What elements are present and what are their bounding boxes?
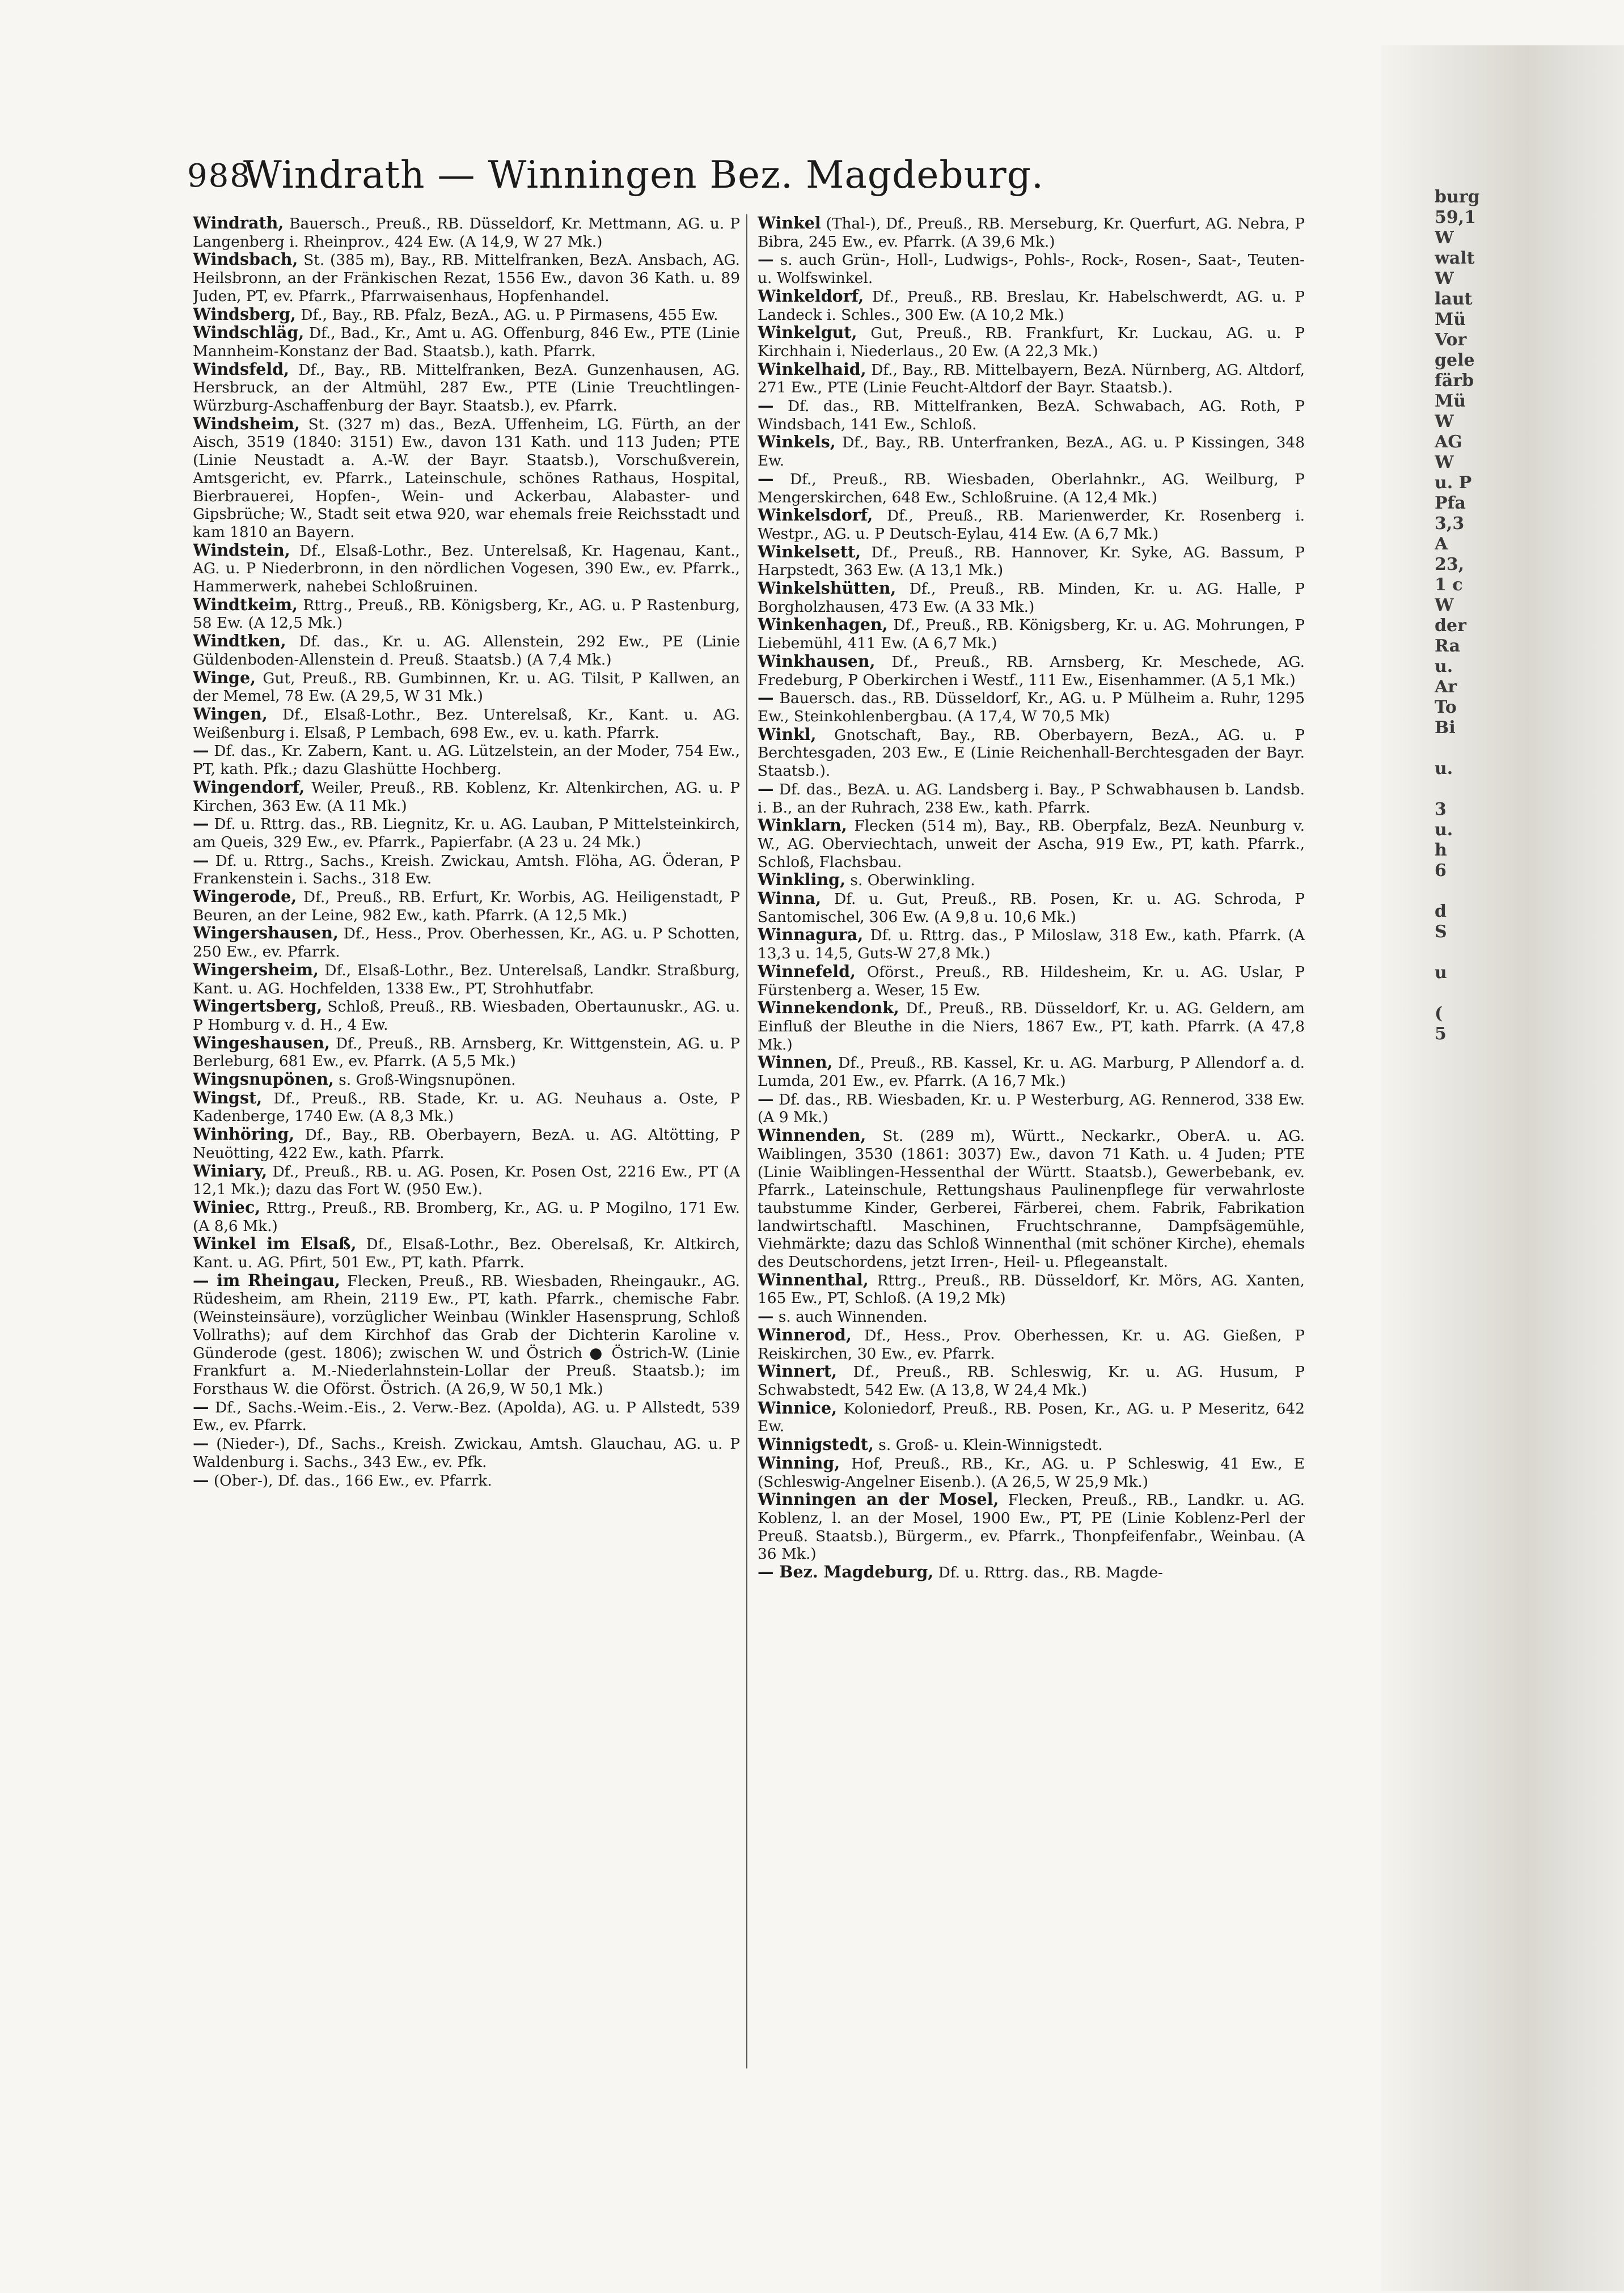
gazetteer-entry — [758, 1308, 1305, 1326]
entry-text: Gut, Preuß., RB. Gumbinnen, Kr. u. AG. Tilsit, P Kallwen, an der Memel, 78 Ew. (A 29,5, W 31 Mk.) — [193, 669, 740, 705]
entry-text: Df., Hess., Prov. Oberhessen, Kr. u. AG. Gießen, P Reiskirchen, 30 Ew., ev. Pfarrk. — [758, 1326, 1305, 1363]
gazetteer-entry — [193, 596, 740, 632]
entry-headword: Winiec, — [193, 1197, 261, 1217]
entry-headword: — — [193, 741, 209, 760]
margin-fragment: 5 — [1435, 1024, 1447, 1044]
entry-headword: Wingst, — [193, 1088, 263, 1107]
entry-headword: — im Rheingau, — [193, 1270, 341, 1290]
entry-text: Gut, Preuß., RB. Frankfurt, Kr. Luckau, AG. u. P Kirchhain i. Niederlaus., 20 Ew. (A 22,3 Mk.) — [758, 324, 1305, 360]
margin-fragment: u. — [1435, 820, 1453, 840]
entry-text: Bauersch. das., RB. Düsseldorf, Kr., AG. u. P Mülheim a. Ruhr, 1295 Ew., Steinkohlenbergbau. (A 17,4, W 70,5 Mk) — [758, 689, 1305, 725]
gazetteer-entry — [193, 415, 740, 541]
entry-text: Df. das., BezA. u. AG. Landsberg i. Bay., P Schwabhausen b. Landsb. i. B., an der Ruhrach, 238 Ew., kath. Pfarrk. — [758, 780, 1305, 816]
entry-headword: — — [758, 249, 774, 269]
entry-text: Koloniedorf, Preuß., RB. Posen, Kr., AG. u. P Meseritz, 642 Ew. — [758, 1399, 1305, 1436]
gazetteer-entry — [758, 926, 1305, 962]
entry-headword: Winkel im Elsaß, — [193, 1234, 357, 1254]
gazetteer-entry — [758, 470, 1305, 506]
margin-fragment: 59,1 — [1435, 208, 1477, 227]
entry-text: s. Groß- u. Klein-Winnigstedt. — [873, 1436, 1103, 1454]
entry-text: Df., Hess., Prov. Oberhessen, Kr., AG. u. P Schotten, 250 Ew., ev. Pfarrk. — [193, 925, 740, 961]
entry-headword: Winkenhagen, — [758, 615, 888, 634]
gazetteer-entry — [758, 689, 1305, 725]
gazetteer-entry — [758, 890, 1305, 926]
entry-text: Df. u. Rttrg. das., RB. Magde- — [933, 1564, 1163, 1582]
margin-fragment: Ar — [1435, 677, 1457, 697]
entry-text: Df., Sachs.-Weim.-Eis., 2. Verw.-Bez. (Apolda), AG. u. P Allstedt, 539 Ew., ev. Pfarrk. — [193, 1398, 740, 1435]
entry-text: Df., Preuß., RB. Stade, Kr. u. AG. Neuhaus a. Oste, P Kadenberge, 1740 Ew. (A 8,3 Mk.) — [193, 1089, 740, 1126]
margin-fragment: u. — [1435, 657, 1453, 676]
gazetteer-entry — [758, 816, 1305, 871]
gazetteer-entry — [193, 541, 740, 596]
entry-headword: Winnagura, — [758, 925, 864, 945]
gazetteer-entry — [193, 1034, 740, 1071]
margin-fragment: burg — [1435, 187, 1480, 207]
entry-text: s. Oberwinkling. — [845, 871, 975, 890]
entry-text: Df., Preuß., RB. Arnsberg, Kr. Wittgenstein, AG. u. P Berleburg, 681 Ew., ev. Pfarrk. (A 5,5 Mk.) — [193, 1034, 740, 1071]
adjacent-page-fragments — [1435, 187, 1582, 1044]
margin-fragment: h — [1435, 840, 1447, 860]
entry-text: Df. u. Rttrg. das., P Miloslaw, 318 Ew., kath. Pfarrk. (A 13,3 u. 14,5, Guts-W 27,8 Mk.) — [758, 926, 1305, 963]
margin-fragment — [1435, 942, 1582, 963]
entry-headword: Windrath, — [193, 214, 284, 232]
margin-fragment: W — [1435, 452, 1454, 472]
gazetteer-entry — [758, 397, 1305, 433]
gazetteer-entry — [758, 506, 1305, 543]
gazetteer-entry — [193, 214, 740, 251]
gazetteer-entry — [193, 779, 740, 815]
entry-text: Df., Preuß., RB. Erfurt, Kr. Worbis, AG. Heiligenstadt, P Beuren, an der Leine, 982 Ew., kath. Pfarrk. (A 12,5 Mk.) — [193, 889, 740, 924]
gazetteer-entry — [193, 1435, 740, 1471]
entry-headword: — — [758, 779, 774, 798]
entry-headword: Winnekendonk, — [758, 998, 899, 1018]
entry-text: Df., Bay., RB. Unterfranken, BezA., AG. u. P Kissingen, 348 Ew. — [758, 434, 1305, 470]
entry-text: Df., Preuß., RB. Kassel, Kr. u. AG. Marburg, P Allendorf a. d. Lumda, 201 Ew., ev. Pfarrk. (A 16,7 Mk.) — [758, 1054, 1305, 1090]
gazetteer-entry — [758, 1563, 1305, 1582]
margin-fragment: 1 c — [1435, 575, 1463, 595]
gazetteer-entry — [758, 963, 1305, 999]
gazetteer-entry — [758, 1454, 1305, 1491]
entry-headword: Winkeldorf, — [758, 286, 864, 306]
entry-headword: Winkelsdorf, — [758, 505, 873, 525]
gazetteer-entry — [758, 1436, 1305, 1454]
entry-text: Flecken, Preuß., RB. Wiesbaden, Rheingaukr., AG. Rüdesheim, am Rhein, 2119 Ew., PT, kath. Pfarrk., chemische Fabr. (Weinsteinsäure), vorzüglicher Weinbau (Winkler Hasensprung, Schloß Vollraths); auf dem Kirchhof das Grab der Dichterin Karoline v. Günderode (gest. 1806); zwischen W. und Östrich ● Östrich-W. (Linie Frankfurt a. M.-Niederlahnstein-Lollar der Preuß. Staatsb.); im Forsthaus W. die Oförst. Östrich. (A 26,9, W 50,1 Mk.) — [193, 1272, 740, 1398]
entry-headword: Winklarn, — [758, 815, 847, 835]
entry-headword: Windstein, — [193, 540, 290, 560]
entry-headword: Winningen an der Mosel, — [758, 1490, 999, 1509]
gazetteer-entry — [758, 324, 1305, 360]
gazetteer-entry — [758, 543, 1305, 579]
gazetteer-entry — [193, 361, 740, 415]
margin-fragment: W — [1435, 269, 1454, 289]
gazetteer-entry — [758, 1363, 1305, 1399]
gazetteer-entry — [758, 653, 1305, 689]
entry-headword: — — [758, 396, 774, 416]
entry-headword: Windsheim, — [193, 413, 300, 433]
margin-fragment: W — [1435, 228, 1454, 248]
entry-text: Schloß, Preuß., RB. Wiesbaden, Obertaunuskr., AG. u. P Homburg v. d. H., 4 Ew. — [193, 998, 740, 1034]
gazetteer-entry — [758, 251, 1305, 287]
gazetteer-entry — [758, 433, 1305, 469]
margin-fragment: u. — [1435, 759, 1453, 779]
entry-text: Df., Bay., RB. Mittelbayern, BezA. Nürnberg, AG. Altdorf, 271 Ew., PTE (Linie Feucht-Altdorf der Bayr. Staatsb.). — [758, 361, 1305, 397]
entry-headword: Winkelhaid, — [758, 359, 866, 379]
gazetteer-entry — [193, 1471, 740, 1490]
entry-headword: Winkels, — [758, 432, 836, 452]
gazetteer-entry — [758, 1326, 1305, 1363]
gazetteer-entry — [758, 287, 1305, 324]
column-divider — [746, 214, 747, 2068]
margin-fragment: W — [1435, 412, 1454, 431]
margin-fragment — [1435, 779, 1582, 799]
margin-fragment: To — [1435, 697, 1457, 717]
entry-headword: Winnenden, — [758, 1126, 866, 1145]
gazetteer-entry — [193, 705, 740, 742]
margin-fragment: AG — [1435, 432, 1462, 452]
entry-text: Df., Elsaß-Lothr., Bez. Unterelsaß, Kr. Hagenau, Kant., AG. u. P Niederbronn, in den nördlichen Vogesen, 390 Ew., ev. Pfarrk., Hammerwerk, nahebei Schloßruinen. — [193, 541, 740, 596]
gazetteer-entry — [758, 1127, 1305, 1271]
gazetteer-entry — [193, 997, 740, 1034]
gazetteer-entry — [758, 726, 1305, 780]
gazetteer-entry — [758, 871, 1305, 890]
entry-text: St. (385 m), Bay., RB. Mittelfranken, BezA. Ansbach, AG. Heilsbronn, an der Fränkischen Rezat, 1556 Ew., davon 36 Kath. u. 89 Juden, PT, ev. Pfarrk., Pfarrwaisenhaus, Hopfenhandel. — [193, 251, 740, 305]
entry-text: Df., Preuß., RB. Arnsberg, Kr. Meschede, AG. Fredeburg, P Oberkirchen i Westf., 111 Ew., Eisenhammer. (A 5,1 Mk.) — [758, 653, 1305, 689]
entry-headword: Winkl, — [758, 724, 817, 744]
entry-headword: Windsberg, — [193, 304, 296, 324]
gazetteer-entry — [193, 669, 740, 705]
margin-fragment: 23, — [1435, 555, 1465, 574]
margin-fragment: walt — [1435, 248, 1475, 268]
margin-fragment: A — [1435, 534, 1448, 554]
entry-headword: Wingen, — [193, 704, 268, 724]
entry-text: St. (289 m), Württ., Neckarkr., OberA. u. AG. Waiblingen, 3530 (1861: 3037) Ew., davon 71 Kath. u. 4 Juden; PTE (Linie Waiblingen-Hessenthal der Württ. Staatsb.), Gewerbebank, ev. Pfarrk., Lateinschule, Rettungshaus Paulinenpflege für verwahrloste taubstumme Kinder, Gerberei, Färberei, chem. Fabrik, Fabrikation landwirtschaftl. Maschinen, Fruchtschranne, Dampfsägemühle, Viehmärkte; dazu das Schloß Winnenthal (mit schöner Kirche), ehemals des Deutschordens, jetzt Irren-, Heil- u. Pflegeanstalt. — [758, 1127, 1305, 1271]
gazetteer-entry — [758, 214, 1305, 251]
margin-fragment: d — [1435, 902, 1447, 921]
entry-headword: Windsfeld, — [193, 359, 290, 379]
entry-headword: Windschläg, — [193, 323, 304, 342]
margin-fragment: laut — [1435, 289, 1473, 309]
entry-headword: Winning, — [758, 1453, 840, 1473]
entry-text: Df., Preuß., RB. Wiesbaden, Oberlahnkr., AG. Weilburg, P Mengerskirchen, 648 Ew., Schloßruine. (A 12,4 Mk.) — [758, 470, 1305, 506]
entry-text: s. auch Grün-, Holl-, Ludwigs-, Pohls-, Rock-, Rosen-, Saat-, Teuten- u. Wolfswinkel. — [758, 251, 1305, 287]
entry-text: Df., Elsaß-Lothr., Bez. Unterelsaß, Kr., Kant. u. AG. Weißenburg i. Elsaß, P Lembach, 698 Ew., ev. u. kath. Pfarrk. — [193, 705, 740, 742]
entry-headword: Winkelshütten, — [758, 578, 896, 598]
entry-text: (Thal-), Df., Preuß., RB. Merseburg, Kr. Querfurt, AG. Nebra, P Bibra, 245 Ew., ev. Pfarrk. (A 39,6 Mk.) — [758, 215, 1305, 251]
entry-text: Df., Preuß., RB. Minden, Kr. u. AG. Halle, P Borgholzhausen, 473 Ew. (A 33 Mk.) — [758, 580, 1305, 616]
margin-fragment: u — [1435, 963, 1447, 983]
entry-text: s. Groß-Wingsnupönen. — [333, 1071, 516, 1089]
entry-headword: Wingershausen, — [193, 923, 339, 943]
entry-text: Df. das., RB. Wiesbaden, Kr. u. P Westerburg, AG. Rennerod, 338 Ew. (A 9 Mk.) — [758, 1090, 1305, 1127]
entry-text: Df., Bay., RB. Mittelfranken, BezA. Gunzenhausen, AG. Hersbruck, an der Altmühl, 287 Ew., PTE (Linie Treuchtlingen-Würzburg-Aschaffenburg der Bayr. Staatsb.), ev. Pfarrk. — [193, 361, 740, 415]
gazetteer-entry — [758, 780, 1305, 816]
gazetteer-entry — [758, 1090, 1305, 1127]
margin-fragment — [1435, 983, 1582, 1004]
entry-headword: Winkelsett, — [758, 541, 861, 561]
entry-text: Df., Preuß., RB. Düsseldorf, Kr. u. AG. Geldern, am Einfluß der Bleuthe in die Niers, 1867 Ew., PT, kath. Pfarrk. (A 47,8 Mk.) — [758, 1000, 1305, 1054]
entry-headword: Winna, — [758, 889, 822, 908]
gazetteer-entry — [193, 961, 740, 997]
entry-text: Df., Bay., RB. Pfalz, BezA., AG. u. P Pirmasens, 455 Ew. — [295, 306, 718, 324]
margin-fragment: 3,3 — [1435, 514, 1465, 534]
entry-text: Df., Preuß., RB. Königsberg, Kr. u. AG. Mohrungen, P Liebemühl, 411 Ew. (A 6,7 Mk.) — [758, 616, 1305, 653]
entry-text: (Ober-), Df. das., 166 Ew., ev. Pfarrk. — [209, 1471, 492, 1490]
entry-text: Df. u. Gut, Preuß., RB. Posen, Kr. u. AG. Schroda, P Santomischel, 306 Ew. (A 9,8 u. 10,6 Mk.) — [758, 890, 1305, 926]
entry-headword: Winnigstedt, — [758, 1435, 874, 1454]
entry-headword: — — [758, 1306, 774, 1326]
entry-headword: Winnice, — [758, 1398, 838, 1418]
entry-text: Df. u. Rttrg., Sachs., Kreish. Zwickau, Amtsh. Flöha, AG. Öderan, P Frankenstein i. Sachs., 318 Ew. — [193, 852, 740, 888]
gazetteer-entry — [193, 924, 740, 961]
entry-headword: — — [758, 468, 774, 488]
margin-fragment: ( — [1435, 1004, 1443, 1023]
entry-headword: Wingeshausen, — [193, 1033, 330, 1052]
entry-text: Rttrg., Preuß., RB. Königsberg, Kr., AG. u. P Rastenburg, 58 Ew. (A 12,5 Mk.) — [193, 596, 740, 632]
margin-fragment — [1435, 738, 1582, 759]
margin-fragment — [1435, 881, 1582, 902]
entry-text: s. auch Winnenden. — [773, 1308, 928, 1326]
margin-fragment: W — [1435, 595, 1454, 615]
margin-fragment: Mü — [1435, 310, 1466, 329]
entry-text: Df., Preuß., RB. Hannover, Kr. Syke, AG. Bassum, P Harpstedt, 363 Ew. (A 13,1 Mk.) — [758, 543, 1305, 579]
margin-fragment: gele — [1435, 350, 1475, 370]
entry-text: Df., Bay., RB. Oberbayern, BezA. u. AG. Altötting, P Neuötting, 422 Ew., kath. Pfarrk. — [193, 1126, 740, 1162]
margin-fragment: Bi — [1435, 718, 1456, 738]
gazetteer-entry — [193, 815, 740, 851]
gazetteer-entry — [758, 361, 1305, 397]
entry-headword: Wingertsberg, — [193, 996, 323, 1016]
margin-fragment: S — [1435, 922, 1447, 942]
gazetteer-entry — [193, 852, 740, 888]
entry-headword: — — [758, 1089, 774, 1109]
entry-headword: Wingersheim, — [193, 959, 319, 979]
gazetteer-entry — [193, 1235, 740, 1271]
entry-text: Df., Elsaß-Lothr., Bez. Unterelsaß, Landkr. Straßburg, Kant. u. AG. Hochfelden, 1338 Ew., PT, Strohhutfabr. — [193, 961, 740, 997]
entry-text: Df. das., Kr. u. AG. Allenstein, 292 Ew., PE (Linie Güldenboden-Allenstein d. Preuß. Staatsb.) (A 7,4 Mk.) — [193, 633, 740, 669]
gazetteer-entry — [758, 999, 1305, 1054]
entry-headword: Windtken, — [193, 631, 286, 651]
entry-text: Df. u. Rttrg. das., RB. Liegnitz, Kr. u. AG. Lauban, P Mittelsteinkirch, am Queis, 329 Ew., ev. Pfarrk., Papierfabr. (A 23 u. 24 Mk.) — [193, 815, 740, 851]
margin-fragment: Pfa — [1435, 493, 1466, 513]
right-column — [758, 214, 1305, 2102]
margin-fragment: 6 — [1435, 861, 1447, 881]
entry-headword: Winge, — [193, 667, 256, 687]
entry-headword: Winhöring, — [193, 1124, 295, 1144]
entry-headword: — — [193, 814, 209, 834]
entry-text: St. (327 m) das., BezA. Uffenheim, LG. Fürth, an der Aisch, 3519 (1840: 3151) Ew., davon 131 Kath. und 113 Juden; PTE (Linie Neustadt a. A.-W. der Bayr. Staatsb.), Vorschußverein, Amtsgericht, ev. Pfarrk., Lateinschule, schönes Rathaus, Hospital, Bierbrauerei, Hopfen-, Wein- und Ackerbau, Alabaster- und Gipsbrüche; W., Stadt seit etwa 920, war ehemals freie Reichsstadt und kam 1810 an Bayern. — [193, 415, 740, 541]
entry-headword: Windtkeim, — [193, 594, 298, 614]
gazetteer-entry — [758, 1399, 1305, 1436]
entry-headword: — — [758, 688, 774, 708]
left-column — [193, 214, 740, 2102]
entry-text: Gnotschaft, Bay., RB. Oberbayern, BezA., AG. u. P Berchtesgaden, 203 Ew., E (Linie Reichenhall-Berchtesgaden der Bayr. Staatsb.). — [758, 726, 1305, 780]
entry-text: Df. das., RB. Mittelfranken, BezA. Schwabach, AG. Roth, P Windsbach, 141 Ew., Schloß. — [758, 397, 1305, 433]
entry-headword: — — [193, 1470, 209, 1490]
entry-text: Oförst., Preuß., RB. Hildesheim, Kr. u. AG. Uslar, P Fürstenberg a. Weser, 15 Ew. — [758, 963, 1305, 999]
gazetteer-entry — [193, 632, 740, 669]
gazetteer-entry — [193, 306, 740, 324]
entry-headword: — — [193, 850, 209, 870]
gazetteer-entry — [193, 742, 740, 778]
entry-headword: Wingerode, — [193, 887, 297, 907]
entry-text: Hof, Preuß., RB., Kr., AG. u. P Schleswig, 41 Ew., E (Schleswig-Angelner Eisenb.). (A 26,5, W 25,9 Mk.) — [758, 1454, 1305, 1491]
entry-headword: Winnert, — [758, 1361, 838, 1381]
entry-headword: — — [193, 1433, 209, 1453]
gazetteer-entry — [193, 888, 740, 924]
margin-fragment: Vor — [1435, 330, 1467, 350]
gazetteer-entry — [193, 251, 740, 305]
margin-fragment: Ra — [1435, 636, 1461, 656]
gazetteer-entry — [758, 1271, 1305, 1308]
entry-text: Rttrg., Preuß., RB. Bromberg, Kr., AG. u. P Mogilno, 171 Ew. (A 8,6 Mk.) — [193, 1199, 740, 1235]
margin-fragment: der — [1435, 616, 1466, 636]
entry-headword: — — [193, 1397, 209, 1416]
entry-headword: Windsbach, — [193, 249, 298, 269]
entry-text: Flecken, Preuß., RB., Landkr. u. AG. Koblenz, l. an der Mosel, 1900 Ew., PT, PE (Linie Koblenz-Perl der Preuß. Staatsb.), Bürgerm., ev. Pfarrk., Thonpfeifenfabr., Weinbau. (A 36 Mk.) — [758, 1491, 1305, 1563]
gazetteer-entry — [193, 1398, 740, 1435]
page-header — [187, 153, 1100, 204]
gazetteer-entry — [193, 1126, 740, 1162]
gazetteer-entry — [193, 1162, 740, 1199]
gazetteer-entry — [193, 1272, 740, 1398]
entry-text: Flecken (514 m), Bay., RB. Oberpfalz, BezA. Neunburg v. W., AG. Oberviechtach, unweit der Ascha, 919 Ew., PT, kath. Pfarrk., Schloß, Flachsbau. — [758, 817, 1305, 871]
gazetteer-entry — [193, 1089, 740, 1126]
entry-headword: Winnenthal, — [758, 1270, 869, 1289]
entry-text: Df., Bad., Kr., Amt u. AG. Offenburg, 846 Ew., PTE (Linie Mannheim-Konstanz der Bad. Staatsb.), kath. Pfarrk. — [193, 324, 740, 360]
entry-text: Weiler, Preuß., RB. Koblenz, Kr. Altenkirchen, AG. u. P Kirchen, 363 Ew. (A 11 Mk.) — [193, 779, 740, 815]
margin-fragment: Mü — [1435, 391, 1466, 411]
entry-headword: Wingendorf, — [193, 777, 305, 797]
entry-text: Df., Preuß., RB. Breslau, Kr. Habelschwerdt, AG. u. P Landeck i. Schles., 300 Ew. (A 10,2 Mk.) — [758, 287, 1305, 324]
entry-headword: Winkelgut, — [758, 323, 857, 342]
margin-fragment: färb — [1435, 371, 1474, 391]
entry-headword: Winnerod, — [758, 1325, 852, 1344]
gazetteer-entry — [758, 616, 1305, 652]
entry-text: Df. das., Kr. Zabern, Kant. u. AG. Lützelstein, an der Moder, 754 Ew., PT, kath. Pfk.; dazu Glashütte Hochberg. — [193, 742, 740, 779]
entry-headword: Winkel — [758, 214, 821, 232]
gazetteer-entry — [193, 1199, 740, 1235]
running-head: Windrath — Winningen Bez. Magdeburg. — [243, 153, 1044, 197]
entry-headword: Winnen, — [758, 1052, 833, 1072]
gazetteer-entry — [758, 1491, 1305, 1563]
entry-text: Rttrg., Preuß., RB. Düsseldorf, Kr. Mörs, AG. Xanten, 165 Ew., PT, Schloß. (A 19,2 Mk) — [758, 1271, 1305, 1308]
entry-headword: Winkling, — [758, 870, 846, 890]
gazetteer-entry — [758, 579, 1305, 616]
gazetteer-entry — [193, 324, 740, 360]
entry-text: Df., Preuß., RB. Marienwerder, Kr. Rosenberg i. Westpr., AG. u. P Deutsch-Eylau, 414 Ew. (A 6,7 Mk.) — [758, 507, 1305, 543]
entry-text: (Nieder-), Df., Sachs., Kreish. Zwickau, Amtsh. Glauchau, AG. u. P Waldenburg i. Sachs., 343 Ew., ev. Pfk. — [193, 1435, 740, 1471]
entry-text: Df., Preuß., RB. Schleswig, Kr. u. AG. Husum, P Schwabstedt, 542 Ew. (A 13,8, W 24,4 Mk.) — [758, 1363, 1305, 1399]
margin-fragment: u. P — [1435, 473, 1472, 493]
entry-headword: Wingsnupönen, — [193, 1069, 334, 1089]
entry-text: Df., Preuß., RB. u. AG. Posen, Kr. Posen Ost, 2216 Ew., PT (A 12,1 Mk.); dazu das Fort W. (950 Ew.). — [193, 1162, 740, 1199]
entry-headword: Winnefeld, — [758, 961, 856, 981]
page-number: 988 — [187, 158, 251, 194]
entry-headword: — Bez. Magdeburg, — [758, 1562, 934, 1582]
gazetteer-entry — [758, 1054, 1305, 1090]
entry-text: Bauersch., Preuß., RB. Düsseldorf, Kr. Mettmann, AG. u. P Langenberg i. Rheinprov., 424 Ew. (A 14,9, W 27 Mk.) — [193, 215, 740, 251]
entry-text: Df., Elsaß-Lothr., Bez. Oberelsaß, Kr. Altkirch, Kant. u. AG. Pfirt, 501 Ew., PT, kath. Pfarrk. — [193, 1236, 740, 1272]
gazetteer-entry — [193, 1071, 740, 1089]
margin-fragment: 3 — [1435, 799, 1447, 819]
entry-headword: Winkhausen, — [758, 651, 876, 671]
entry-headword: Winiary, — [193, 1161, 268, 1181]
